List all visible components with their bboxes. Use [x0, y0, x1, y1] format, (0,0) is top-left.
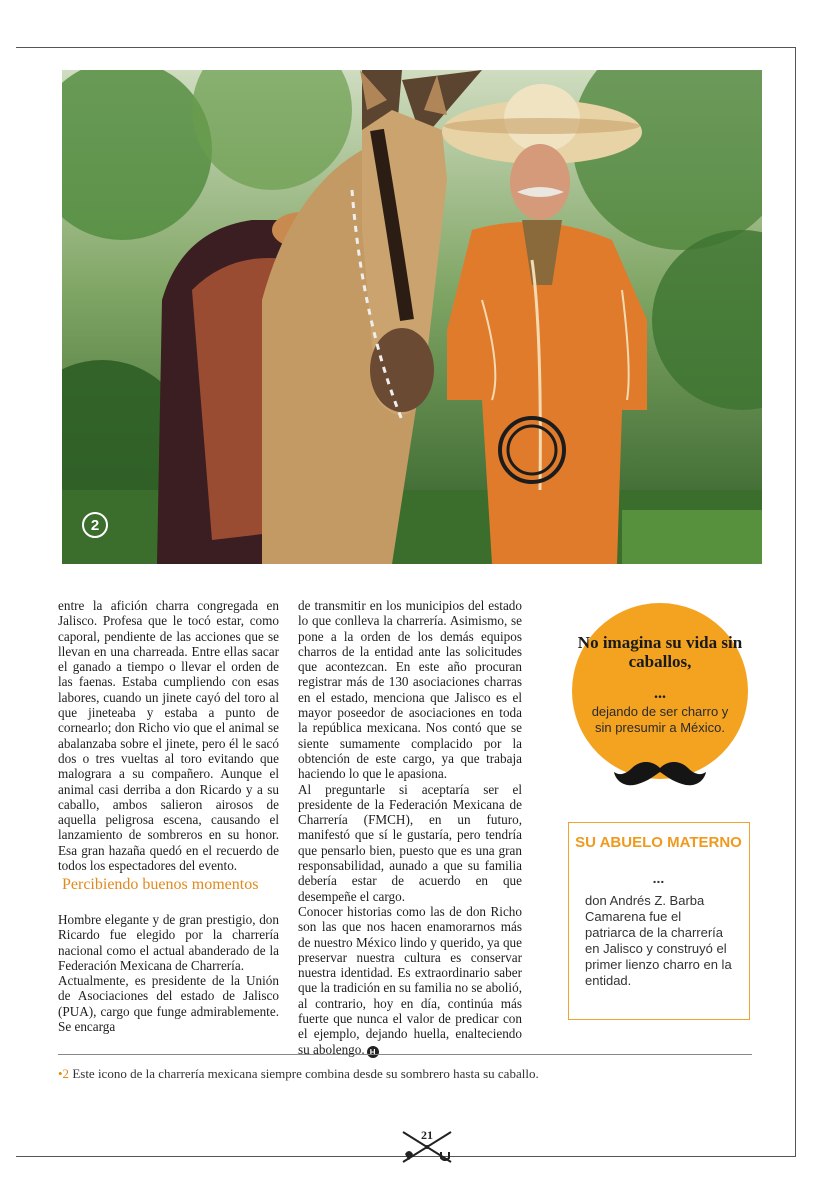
pull-quote-title: No imagina su vida sin caballos,: [577, 633, 743, 671]
photo-number-badge: 2: [82, 512, 108, 538]
pull-quote-dots: ...: [654, 685, 666, 702]
paragraph: Al preguntarle si aceptaría ser el presidente de la Federación Mexicana de Charrería (FMCH), en un futuro, manifestó que sí le gustaría, pero tendría que pensarlo bien, puesto que es una gran responsabilidad, aunado a que su familia debería estar de acuerdo en que desempeñe el cargo.: [298, 781, 522, 904]
paragraph-final: [298, 904, 522, 1058]
page-frame-top: [16, 47, 796, 48]
caption-text: Este icono de la charrería mexicana siempre combina desde su sombrero hasta su caballo.: [69, 1066, 539, 1081]
paragraph-text: Conocer historias como las de don Richo son las que nos hacen enamorarnos más de nuestro México lindo y querido, ya que preservar nuestra cultura es conservar nuestra identidad. Es extraordinario saber que la tradición en su familia no se abolió, al contrario, hoy en día, continúa más fuerte que nunca el valor de predicar con el ejemplo, dejando huella, enalteciendo su abolengo.: [298, 903, 522, 1057]
page-number-emblem: [397, 1126, 457, 1166]
caption-divider: [58, 1054, 752, 1055]
mustache-icon: [612, 758, 708, 790]
paragraph: Hombre elegante y de gran prestigio, don Ricardo fue elegido por la charrería nacional como el actual abanderado de la Federación Mexicana de Charrería.: [58, 912, 279, 973]
sidebar-body: don Andrés Z. Barba Camarena fue el patriarca de la charrería en Jalisco y construyó el primer lienzo charro en la entidad.: [585, 893, 732, 988]
sidebar-box: [568, 822, 750, 1020]
pull-quote-body: dejando de ser charro y sin presumir a México.: [591, 704, 729, 735]
photo-caption: [58, 1066, 758, 1082]
paragraph: entre la afición charra congregada en Jalisco. Profesa que le tocó estar, como caporal, pendiente de las acciones que se llevan en una charreada. Entre ellas sacar el ganado a tiempo o llevar el orden de las faenas. Estaba cumpliendo con esas labores, cuando un jinete cayó del toro al que jineteaba y estaba a punto de cornearlo; don Richo vio que el animal se abalanzaba sobre el jinete, pero él le sacó dos o tres vueltas al toro evitando que malograra a su compañero. Aunque el animal casi derriba a don Ricardo y a su caballo, ambos salieron airosos de aquella peligrosa escena, causando el lanzamiento de sombreros en su honor. Esa gran hazaña quedó en el recuerdo de todos los espectadores del evento.: [58, 598, 279, 874]
text-column-1-continued: [58, 912, 279, 1034]
sidebar-dots: ...: [652, 870, 665, 886]
pull-quote: [572, 603, 748, 779]
section-subheading: Percibiendo buenos momentos: [62, 876, 259, 893]
caption-number: •2: [58, 1066, 70, 1081]
sidebar-title: SU ABUELO MATERNO: [575, 834, 742, 851]
charro-photo: [62, 70, 762, 564]
text-column-2: [298, 598, 522, 1058]
paragraph: Actualmente, es presidente de la Unión de Asociaciones del estado de Jalisco (PUA), cargo que funge admirablemente. Se encarga: [58, 973, 279, 1035]
paragraph: de transmitir en los municipios del estado lo que conlleva la charrería. Asimismo, se pone a la orden de los demás equipos charros de la entidad ante las solicitudes que acontezcan. En este año procuran registrar más de 130 asociaciones charras en el estado, menciona que Jalisco es el mayor poseedor de asociaciones en toda la república mexicana. Nos contó que se siente sumamente complacido por la obtención de este cargo, ya que trabaja haciendo lo que le apasiona.: [298, 598, 522, 782]
page-frame-right: [795, 47, 796, 1157]
text-column-1: [58, 598, 279, 873]
page-number: 21: [421, 1128, 433, 1142]
end-of-article-icon: H: [367, 1046, 379, 1058]
